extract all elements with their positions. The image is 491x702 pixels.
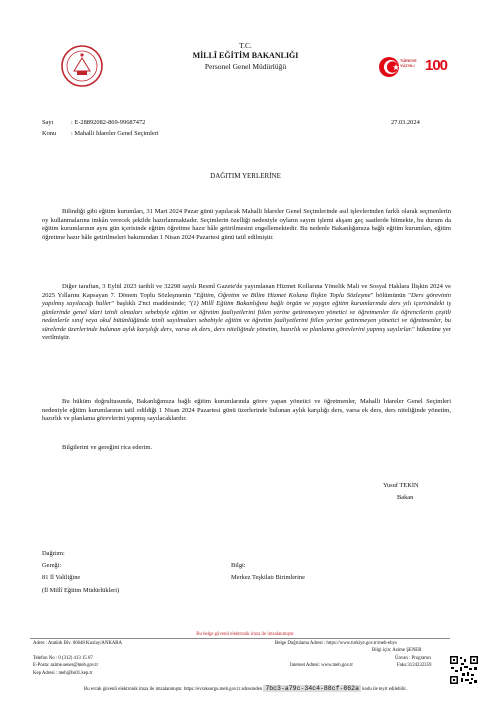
header-directorate: Personel Genel Müdürlüğü [204,62,287,71]
footer-kep: Kep Adresi : meb@hs01.kep.tr [33,671,93,676]
konu-value: : Mahalli İdareler Genel Seçimleri [71,130,159,137]
bilgi-label: Bilgi: [231,562,246,569]
document-date: 27.03.2024 [391,119,420,126]
star-crescent-icon [378,56,402,78]
verification-code: 7bc3-a79c-34c4-88cf-862a [265,685,359,692]
signatory-name: Yusuf TEKİN [383,482,419,489]
footer-info-person: Bilgi için: Azime ŞENER [372,648,422,653]
footer-fax: Faks:3124232359 [397,663,432,668]
paragraph-4: Bilgilerini ve gereğini rica ederim. [62,444,153,451]
footer-phone: Telefon No : 0 (312) 413 15 67 [33,656,93,661]
gerege-recipient-detail: (İl Millî Eğitim Müdürlükleri) [42,587,120,594]
footer-divider [30,638,450,639]
turkiye-yuzyili-text: TÜRKİYE YÜZYILI [400,59,417,68]
paragraph-2: Diğer taraftan, 3 Eylül 2023 tarihli ve 32298 sayılı Resmî Gazete'de yayımlanan Hizmet Kollarına Yönelik Mali ve Sosyal Haklara İlişkin 2024 ve 2025 Yıllarını Kapsayan 7. Dönem Toplu Sözleşmenin "Eğitim, Öğretim ve Bilim Hizmet Koluna İlişkin Toplu Sözleşme" bölümünün "Ders görevinin yapılmış sayılacağı haller" başlıklı 2'nci maddesinde; "(1) Millî Eğitim Bakanlığına bağlı örgün ve yaygın eğitim kurumlarında ders yılı içerisindeki iş günlerinde genel idari izinli olmaları sebebiyle eğitim ve öğretim faaliyetlerini fiilen yerine getiremeyen yönetici ve öğretmenler ile öğrencilerin çeşitli nedenlerle sınıf veya okul bütünlüğünde izinli sayılmaları sebebiyle eğitim ve öğretim faaliyetlerini fiilen yerine getiremeyen yönetici ve öğretmenler, bu sürelerde üzerlerinde bulunan aylık karşılığı ders, varsa ek ders, ders niteliğinde yönetim, hazırlık ve planlama görevlerini yapmış sayılırlar." hükmüne yer verilmiştir. [42,283,451,342]
footer-email[interactable]: E-Posta: azime.sener@meb.gov.tr [33,663,99,668]
gerege-label: Gereği: [42,562,62,569]
qr-code-icon [449,655,479,685]
signatory-title: Bakan [397,494,414,501]
verification-line: Bu evrak güvenli elektronik imza ile imzalanmıştır. https://evraksorgu.meb.gov.tr adresinden 7bc3-a79c-34c4-88cf-862a kodu ile teyit edilebilir. [84,685,407,692]
ministry-seal-logo [60,44,104,88]
header-ministry: MİLLÎ EĞİTİM BAKANLIĞI [192,51,299,60]
sayi-label: Sayı [42,119,54,126]
footer-unvan: Ünvan : Programcı [395,656,432,661]
gerege-recipient: 81 İl Valiliğine [42,574,81,581]
header-tc: T.C. [239,41,252,50]
bilgi-recipient: Merkez Teşkilatı Birimlerine [231,574,305,581]
footer-verify-address[interactable]: Belge Doğrulama Adresi : https://www.turkiye.gov.tr/meb-ebys [275,641,397,646]
distribution-label: Dağıtım: [42,550,65,557]
signature-notice: Bu belge güvenli elektronik imza ile imzalanmıştır. [196,632,295,637]
paragraph-1: Bilindiği gibi eğitim kurumları, 31 Mart 2024 Pazar günü yapılacak Mahalli İdareler Genel Seçimlerinde asıl işlevlerinden farklı olarak seçmenlerin oy kullanmalarına imkân verecek şekilde hazırlanmaktadır. Seçimlerin özelliği nedeniyle oyların sayım işlemi akşam geç saatlerde bitmekte, bu durum da eğitim kurumlarının aynı gün içerisinde eğitim öğretime hazır hâle getirilmesini engellemektedir. Bu nedenle Bakanlığımıza bağlı eğitim kurumları, eğitim öğretime hazır hâle getirilmeleri bakımından 1 Nisan 2024 Pazartesi günü tatil edilmiştir. [42,208,451,241]
sayi-value: : E-28892082-869-99687472 [71,119,146,126]
century-logo [378,56,458,78]
paragraph-3: Bu hüküm doğrultusunda, Bakanlığımıza bağlı eğitim kurumlarında görev yapan yönetici ve öğretmenler, Mahalli İdareler Genel Seçimleri nedeniyle eğitim kurumlarının tatil edildiği 1 Nisan 2024 Pazartesi günü üzerlerinde bulunan aylık karşılığı ders, varsa ek ders, ders niteliğinde yönetim, hazırlık ve planlama görevlerini yapmış sayılacaklardır. [42,398,451,423]
footer-address: Adres : Atatürk Blv. 06648 Kızılay/ANKARA [33,641,122,646]
footer-web[interactable]: İnternet Adresi: www.meb.gov.tr [290,663,353,668]
konu-label: Konu [42,130,57,137]
distribution-heading: DAĞITIM YERLERİNE [210,172,281,180]
logo-100: 100 [425,57,448,74]
